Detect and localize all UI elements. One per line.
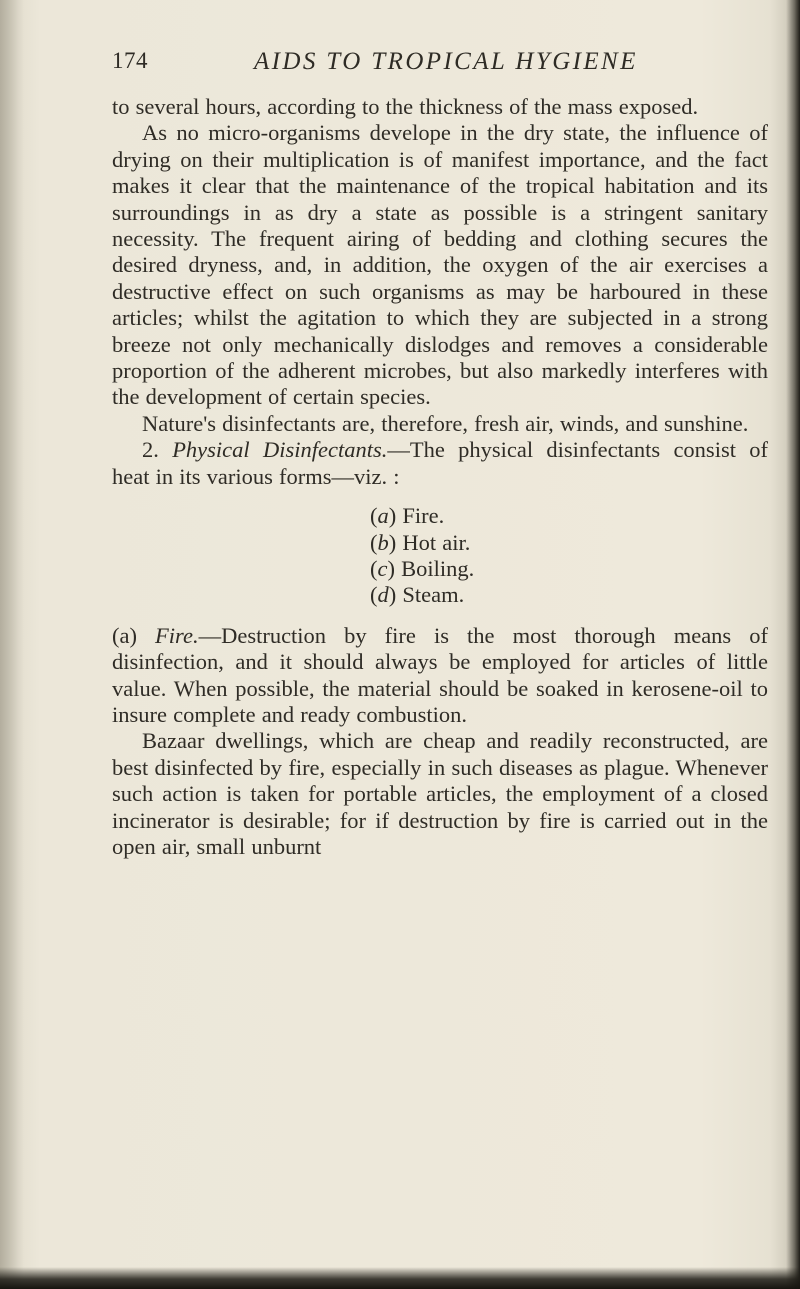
list-item: (a) Fire.	[370, 503, 445, 529]
paragraph-natures-disinfectants: Nature's disinfectants are, therefore, fresh air, winds, and sunshine.	[142, 410, 749, 436]
list-item-letter: c	[377, 555, 388, 581]
page-number: 174	[112, 48, 148, 73]
running-title: AIDS TO TROPICAL HYGIENE	[254, 48, 638, 75]
paragraph-physical-disinfectants	[112, 437, 768, 490]
list-item: (c) Boiling.	[370, 555, 475, 581]
list-item-label: Boiling.	[401, 555, 475, 581]
page-gutter-shadow	[0, 0, 24, 1289]
paragraph-fire	[112, 623, 768, 729]
list-item-label: Fire.	[402, 503, 445, 529]
list-item-letter: d	[377, 582, 389, 608]
list-item-letter: b	[377, 529, 389, 555]
page-right-edge	[786, 0, 800, 1289]
heat-forms-list	[112, 503, 768, 609]
page-bottom-edge	[0, 1267, 800, 1289]
list-item-letter: a	[377, 503, 389, 529]
subsection-heading-fire: Fire.	[155, 622, 199, 648]
paragraph-continuation: to several hours, according to the thickness of the mass exposed.	[112, 94, 699, 119]
page-header	[112, 48, 732, 82]
paragraph-bazaar-dwellings: Bazaar dwellings, which are cheap and readily reconstructed, are best disinfected by fire, especially in such diseases as plague. Whenever such action is taken for portable articles, the employment of a closed incinerator is desirable; for if destruction by fire is carried out in the open air, small unburnt	[112, 728, 768, 859]
section-text: —The physical disinfectants consist of heat in its various forms—viz. :	[112, 437, 768, 489]
list-item: (b) Hot air.	[370, 529, 471, 555]
list-item-label: Hot air.	[402, 529, 471, 555]
subsection-label: (a)	[112, 622, 137, 648]
list-item: (d) Steam.	[370, 582, 465, 608]
list-item-label: Steam.	[402, 582, 465, 608]
page-body	[112, 94, 768, 860]
subsection-text: —Destruction by fire is the most thorough means of disinfection, and it should always be employed for articles of little value. When possible, the material should be soaked in kerosene-oil to insure complete and ready combustion.	[112, 622, 768, 727]
section-heading-physical-disinfectants: Physical Disinfectants.	[172, 437, 388, 463]
section-number: 2.	[142, 437, 159, 463]
paragraph-drying: As no micro-organisms develope in the dry state, the influence of drying on their multiplication is of manifest importance, and the fact makes it clear that the maintenance of the tropical habitation and its surroundings in as dry a state as possible is a stringent sanitary necessity. The frequent airing of bedding and clothing secures the desired dryness, and, in addition, the oxygen of the air exercises a destructive effect on such organisms as may be harboured in these articles; whilst the agitation to which they are subjected in a strong breeze not only mechanically dislodges and removes a considerable proportion of the adherent microbes, but also markedly interferes with the development of certain species.	[112, 120, 768, 410]
